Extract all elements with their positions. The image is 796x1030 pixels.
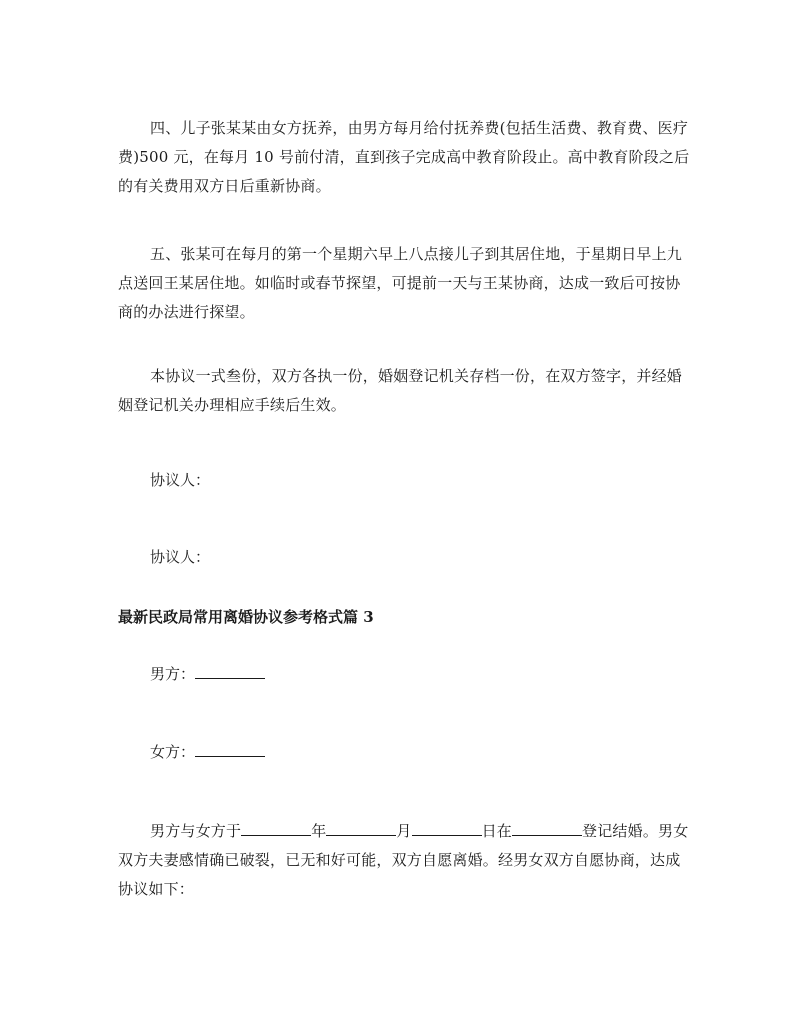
female-party-line: [150, 738, 265, 767]
month-label: 月: [396, 822, 412, 840]
year-label: 年: [311, 822, 327, 840]
marriage-paragraph: [118, 817, 690, 904]
male-name-blank: [195, 664, 265, 679]
female-party-label: 女方：: [150, 743, 196, 761]
month-blank: [326, 821, 396, 836]
signatory-line-1: 协议人：: [150, 471, 211, 489]
marriage-statement: 登记结婚。男女双方夫妻感情确已破裂，已无和好可能，双方自愿离婚。经男女双方自愿协商，达成协议如下：: [118, 822, 689, 898]
clause-5-paragraph: 五、张某可在每月的第一个星期六早上八点接儿子到其居住地，于星期日早上九点送回王某居住地。如临时或春节探望，可提前一天与王某协商，达成一致后可按协商的办法进行探望。: [118, 245, 683, 321]
male-party-line: [150, 660, 265, 689]
male-party-label: 男方：: [150, 665, 196, 683]
female-name-blank: [195, 742, 265, 757]
day-blank: [412, 821, 482, 836]
effect-clause-paragraph: 本协议一式叁份，双方各执一份，婚姻登记机关存档一份，在双方签字，并经婚姻登记机关办理相应手续后生效。: [118, 367, 683, 414]
day-at-label: 日在: [481, 822, 513, 840]
marriage-prefix: 男方与女方于: [150, 822, 242, 840]
clause-4-paragraph: 四、儿子张某某由女方抚养，由男方每月给付抚养费(包括生活费、教育费、医疗费)500 元，在每月 10 号前付清，直到孩子完成高中教育阶段止。高中教育阶段之后的有关费用双方日后重新协商。: [118, 119, 690, 195]
signatory-line-2: 协议人：: [150, 548, 211, 566]
year-blank: [241, 821, 311, 836]
section-heading: 最新民政局常用离婚协议参考格式篇 3: [118, 608, 374, 626]
registry-blank: [512, 821, 582, 836]
